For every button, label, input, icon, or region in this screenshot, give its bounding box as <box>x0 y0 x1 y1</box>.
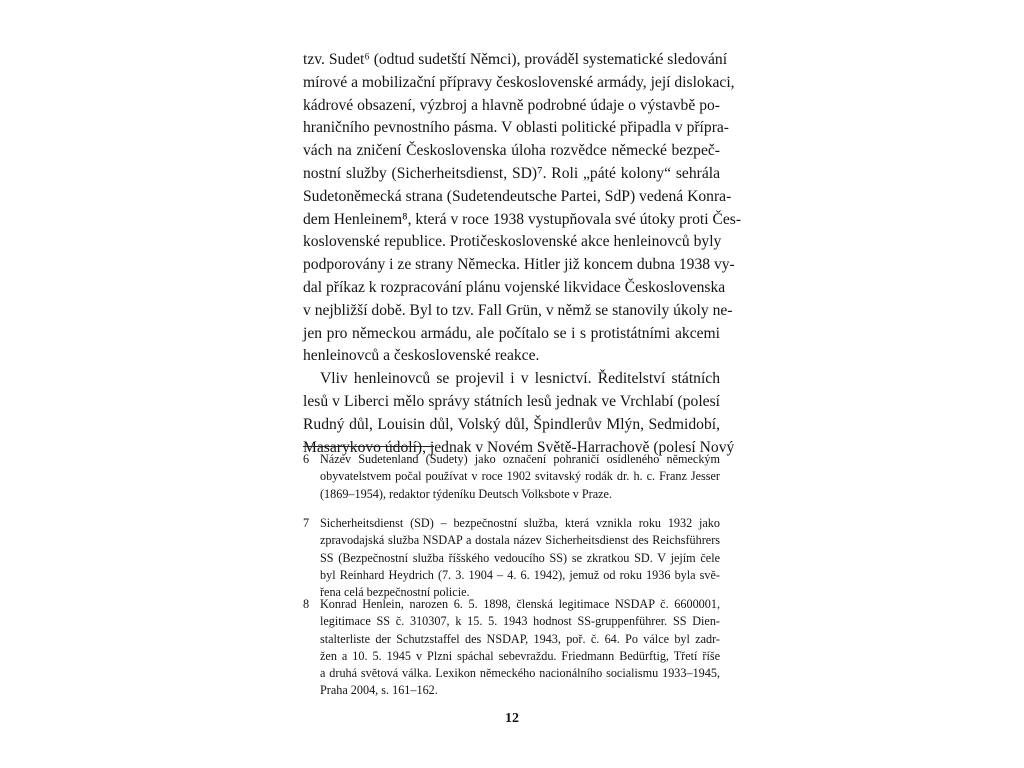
body-line: Rudný důl, Louisin důl, Volský důl, Špindlerův Mlýn, Sedmidobí, <box>303 415 720 433</box>
body-line: dem Henleinem⁸, která v roce 1938 vystupňovala své útoky proti Čes- <box>303 210 742 228</box>
body-line: dal příkaz k rozpracování plánu vojenské likvidace Československa <box>303 278 726 296</box>
footnote-line: Název Sudetenland (Sudety) jako označení pohraničí osídleného německým <box>320 452 720 466</box>
footnote-6 <box>303 451 720 503</box>
footnote-line: žen a 10. 5. 1945 v Plzni spáchal sebevraždu. Friedmann Bedürftig, Třetí říše <box>320 648 720 663</box>
body-line: tzv. Sudet⁶ (odtud sudetští Němci), prováděl systematické sledování <box>303 51 728 68</box>
body-line: v nejbližší době. Byl to tzv. Fall Grün, v němž se stanovily úkoly ne- <box>303 301 733 319</box>
paragraph-start-line: Vliv henleinovců se projevil i v lesnictví. Ředitelství státních <box>320 370 720 388</box>
body-line: nostní služby (Sicherheitsdienst, SD)⁷. Roli „páté kolony“ sehrála <box>303 164 720 182</box>
footnote-line: byl Reinhard Heydrich (7. 3. 1904 – 4. 6. 1942), jemuž od roku 1936 byla svě- <box>320 567 720 582</box>
footnote-7 <box>303 515 720 601</box>
footnote-line: stalterliste der Schutzstaffel des NSDAP, 1943, poř. č. 64. Po válce byl zadr- <box>320 631 720 646</box>
body-line: mírové a mobilizační přípravy československé armády, její dislokaci, <box>303 73 735 91</box>
footnote-line: legitimace SS č. 310307, k 15. 5. 1943 hodnost SS-gruppenführer. SS Dien- <box>320 614 720 629</box>
body-line: hraničního pevnostního pásma. V oblasti politické připadla v přípra- <box>303 119 729 137</box>
footnote-line: zpravodajská služba NSDAP a dostala název Sicherheitsdienst des Reichsführers <box>320 533 720 548</box>
body-line: jen pro německou armádu, ale počítalo se i s protistátními akcemi <box>303 324 720 342</box>
footnote-line: a druhá světová válka. Lexikon německého nacionálního socialismu 1933–1945, <box>320 666 720 681</box>
body-line: henleinovců a československé reakce. <box>303 347 540 365</box>
footnote-line: řena celá bezpečnostní policie. <box>320 585 470 600</box>
footnote-8 <box>303 596 720 700</box>
footnote-line: Sicherheitsdienst (SD) – bezpečnostní služba, která vznikla roku 1932 jako <box>320 516 720 530</box>
body-line: kádrové obsazení, výzbroj a hlavně podrobné údaje o výstavbě po- <box>303 96 720 114</box>
body-line: Sudetoněmecká strana (Sudetendeutsche Partei, SdP) vedená Konra- <box>303 187 732 205</box>
footnote-number: 7 <box>303 516 310 530</box>
footnote-line: Konrad Henlein, narozen 6. 5. 1898, členská legitimace NSDAP č. 6600001, <box>320 597 720 611</box>
body-line: podporovány i ze strany Německa. Hitler již koncem dubna 1938 vy- <box>303 256 735 274</box>
footnote-number: 8 <box>303 597 310 611</box>
body-text <box>303 49 742 459</box>
body-line: lesů v Liberci mělo správy státních lesů jednak ve Vrchlabí (polesí <box>303 392 720 410</box>
page-number: 12 <box>505 711 519 726</box>
body-line: Masarykovo údolí), jednak v Novém Světě-Harrachově (polesí Nový <box>303 438 735 456</box>
body-line: vách na zničení Československa úloha rozvědce německé bezpeč- <box>303 142 720 160</box>
body-line: koslovenské republice. Protičeskoslovenské akce henleinovců byly <box>303 233 722 251</box>
footnote-line: Praha 2004, s. 161–162. <box>320 683 438 698</box>
footnote-separator <box>303 446 434 447</box>
footnote-line: obyvatelstvem počal používat v roce 1902 svitavský rodák dr. h. c. Franz Jesser <box>320 469 720 484</box>
footnote-line: SS (Bezpečnostní služba říšského vedoucího SS) se zkratkou SD. V jejím čele <box>320 550 720 565</box>
footnote-line: (1869–1954), redaktor týdeníku Deutsch Volksbote v Praze. <box>320 486 612 501</box>
footnote-number: 6 <box>303 452 310 466</box>
